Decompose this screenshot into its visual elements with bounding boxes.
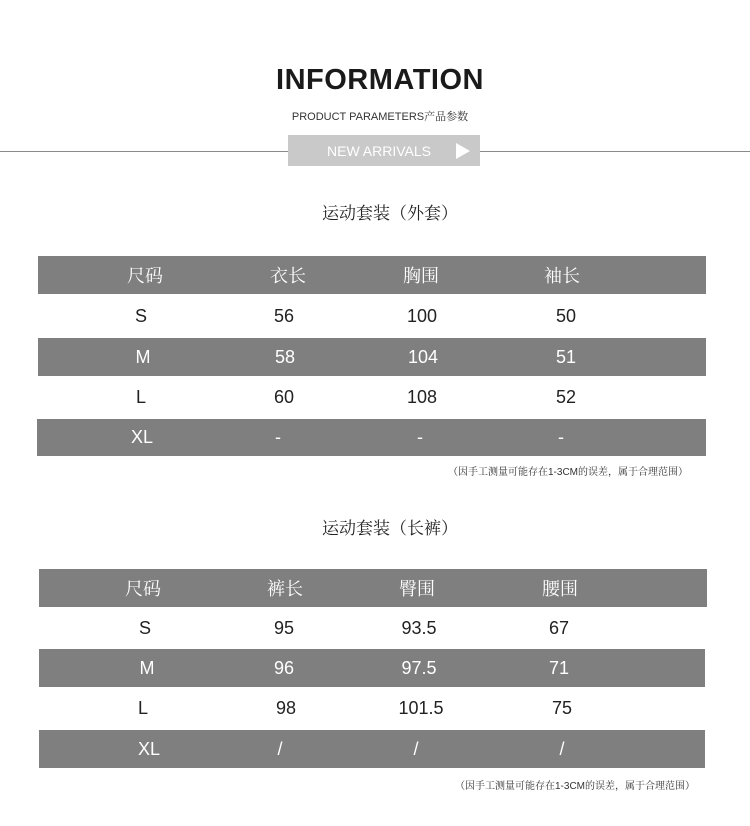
column-header: 衣长 [270, 266, 306, 286]
table-cell: 93.5 [401, 617, 437, 638]
table-row [39, 730, 705, 768]
table-cell: 58 [274, 346, 296, 367]
table-cell: - [275, 427, 281, 447]
table-row [39, 687, 707, 730]
section-title-pants: 运动套装（长裤） [322, 519, 458, 538]
play-icon [456, 143, 470, 159]
table-cell: 52 [555, 387, 577, 407]
table-cell: 71 [548, 657, 570, 678]
size-table-jacket [38, 256, 706, 456]
table-cell: 96 [273, 657, 295, 678]
column-header: 袖长 [544, 266, 580, 286]
section-title-jacket: 运动套装（外套） [322, 204, 458, 223]
new-arrivals-label: NEW ARRIVALS [327, 142, 431, 159]
table-cell: - [558, 427, 564, 447]
table-cell: M [139, 657, 155, 678]
table-cell: / [413, 738, 419, 759]
column-header: 尺码 [125, 579, 161, 599]
table-header-row [38, 256, 706, 294]
table-cell: 50 [555, 305, 577, 326]
table-cell: 95 [273, 617, 295, 638]
column-header: 臀围 [399, 579, 435, 599]
column-header: 胸围 [403, 266, 439, 286]
table-cell: 98 [275, 698, 297, 718]
table-row [38, 338, 706, 376]
table-row [39, 649, 705, 687]
table-cell: / [559, 738, 565, 759]
table-cell: S [134, 305, 147, 326]
table-header-row [39, 569, 707, 607]
column-header: 尺码 [127, 266, 163, 286]
table-cell: 100 [406, 305, 438, 326]
table-cell: 101.5 [398, 698, 444, 718]
size-table-pants [39, 569, 707, 768]
table-cell: 56 [273, 305, 295, 326]
page-subtitle: PRODUCT PARAMETERS产品参数 [291, 111, 469, 123]
table-row [37, 419, 706, 456]
table-cell: L [135, 387, 146, 407]
table-cell: / [277, 738, 283, 759]
table-row [38, 376, 706, 419]
measurement-note: （因手工测量可能存在1-3CM的误差，属于合理范围） [455, 781, 696, 792]
table-cell: 60 [273, 387, 295, 407]
table-row [38, 294, 706, 338]
table-cell: L [137, 698, 148, 718]
table-cell: 75 [551, 698, 573, 718]
table-cell: 67 [548, 617, 570, 638]
table-cell: M [135, 346, 151, 367]
page-title: INFORMATION [276, 64, 484, 96]
table-cell: XL [137, 738, 161, 759]
table-cell: S [138, 617, 151, 638]
measurement-note: （因手工测量可能存在1-3CM的误差，属于合理范围） [448, 467, 689, 478]
table-cell: 97.5 [401, 657, 437, 678]
new-arrivals-badge [288, 135, 480, 166]
column-header: 腰围 [542, 579, 578, 599]
table-row [39, 607, 707, 649]
table-cell: - [417, 427, 423, 447]
table-cell: 108 [406, 387, 438, 407]
column-header: 裤长 [267, 579, 303, 599]
table-cell: 51 [555, 346, 577, 367]
table-cell: XL [130, 427, 154, 447]
table-cell: 104 [407, 346, 439, 367]
